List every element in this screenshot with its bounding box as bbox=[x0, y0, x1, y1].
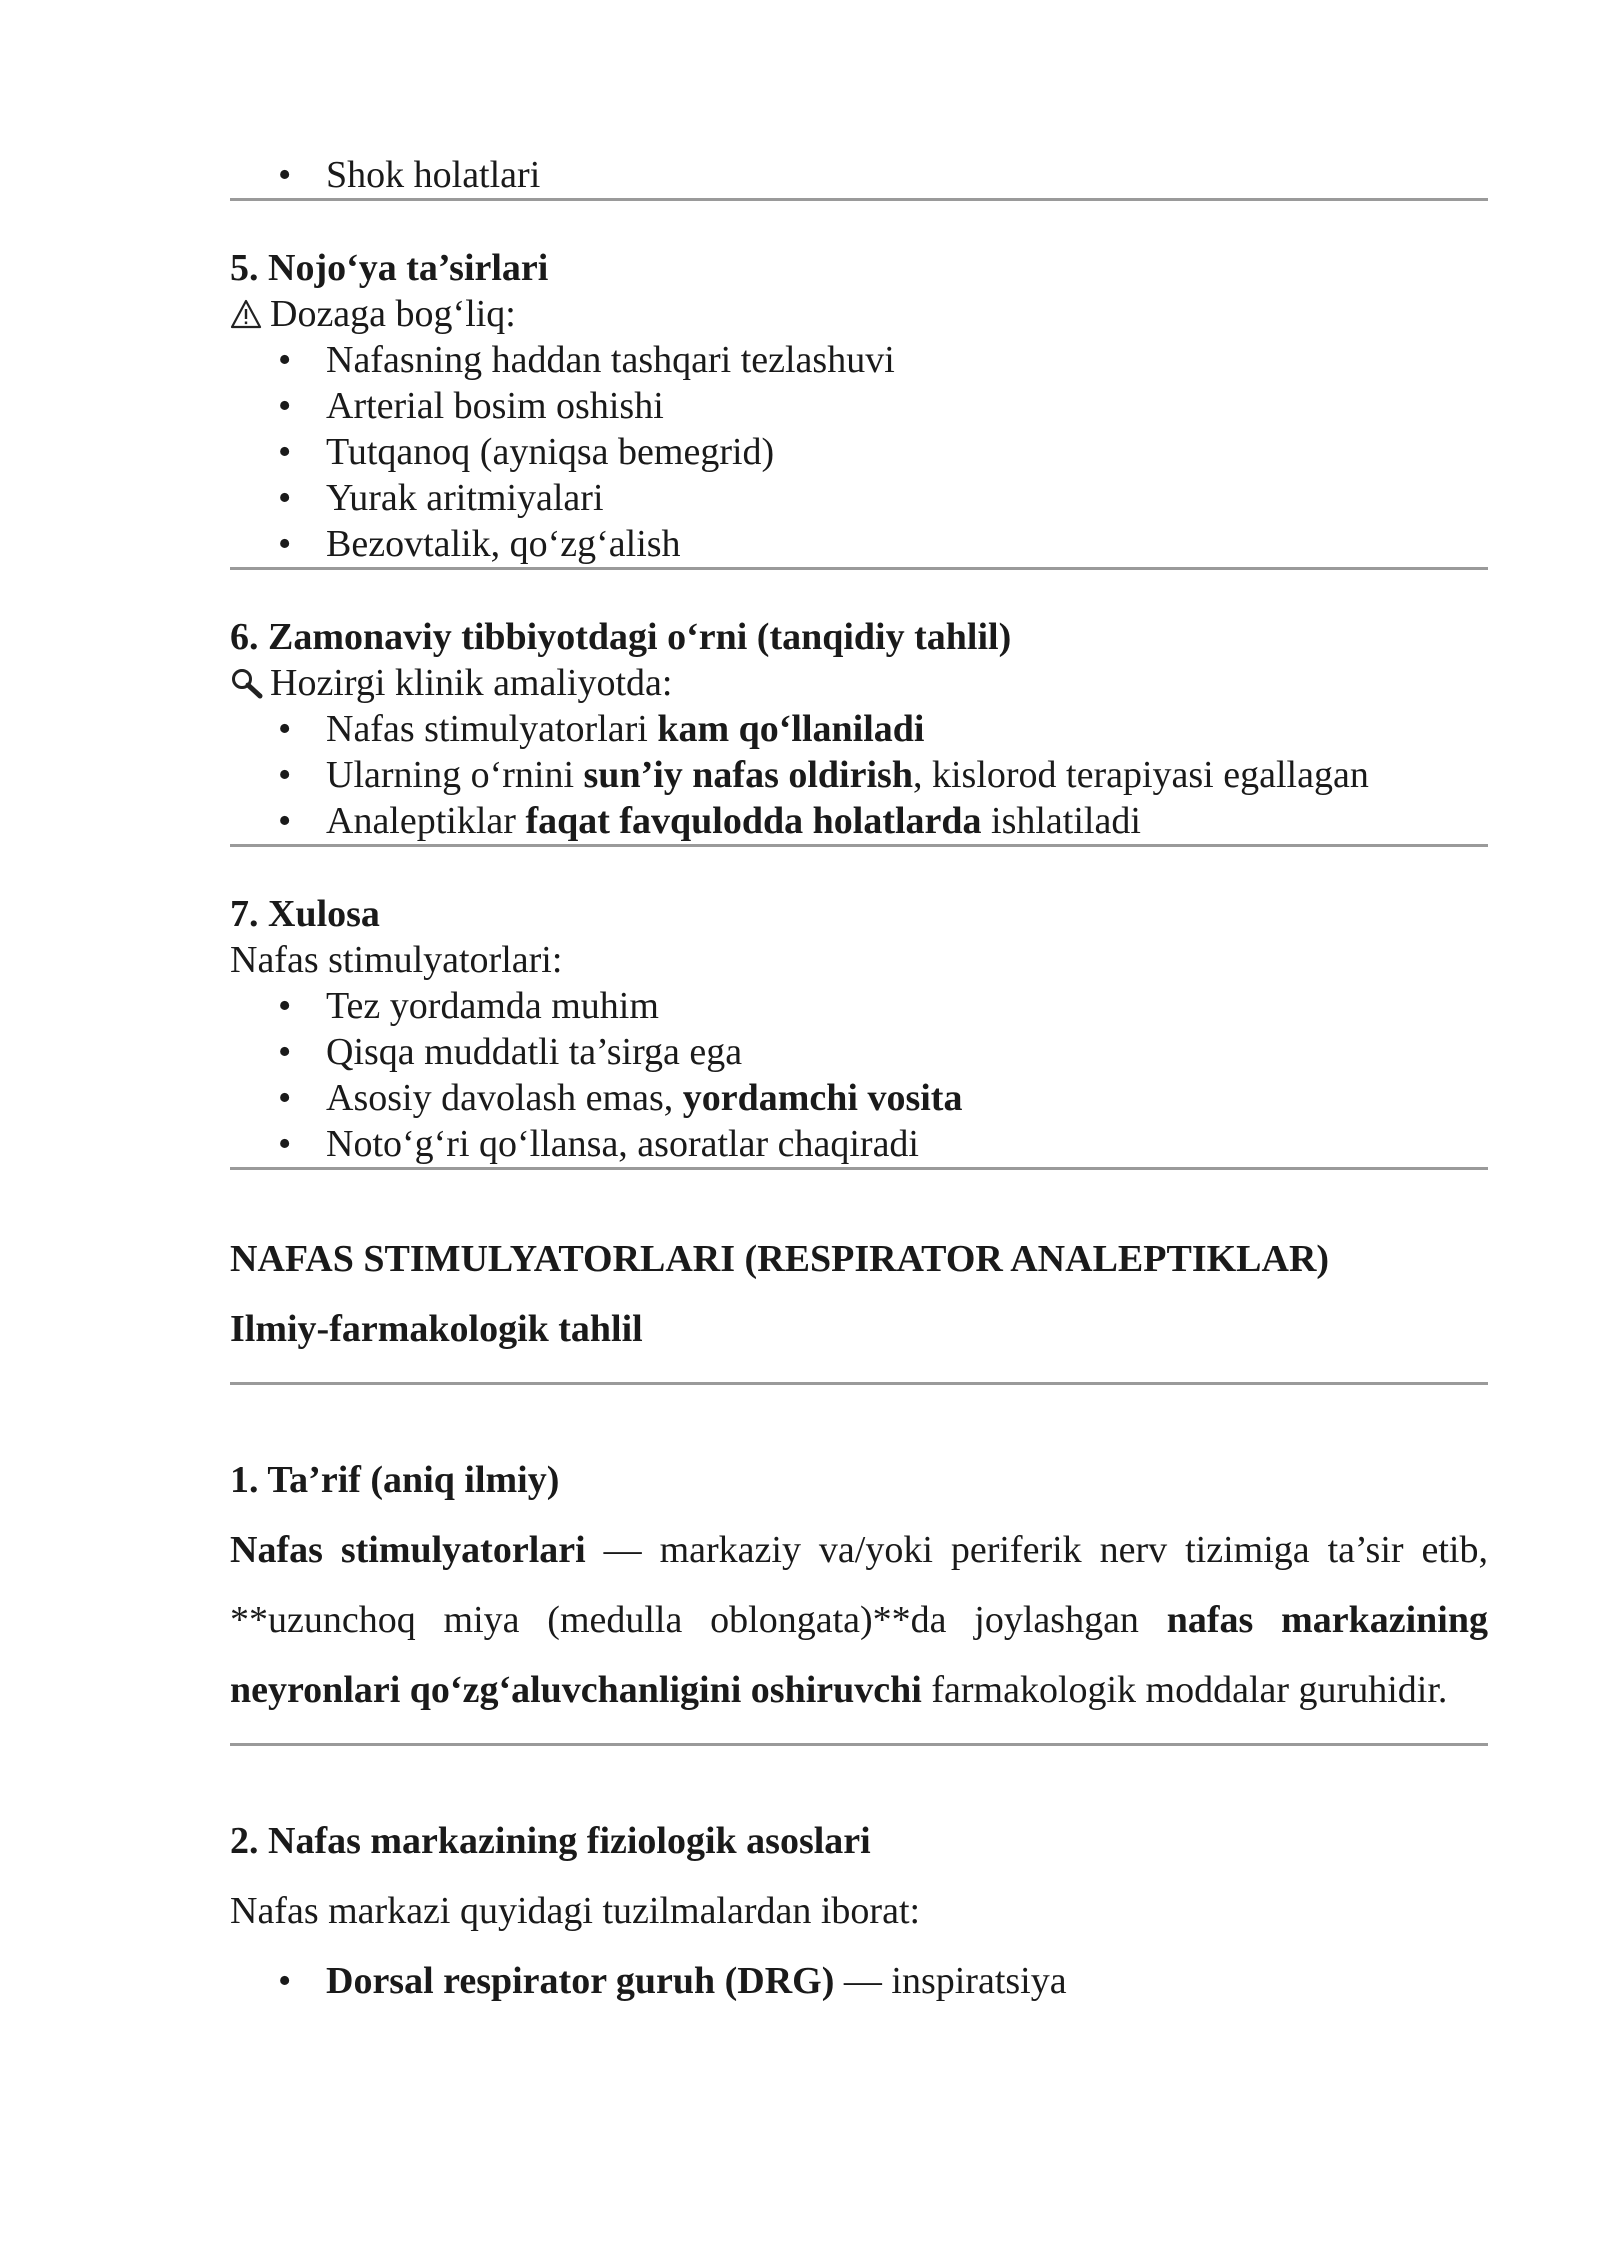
section-heading: 7. Xulosa bbox=[230, 893, 380, 935]
list-item: • Noto‘g‘ri qo‘llansa, asoratlar chaqiradi bbox=[278, 1123, 919, 1165]
list-item: • Nafas stimulyatorlari kam qo‘llaniladi bbox=[278, 708, 925, 750]
physiology-list bbox=[230, 1946, 1488, 2016]
list-item: • Asosiy davolash emas, yordamchi vosita bbox=[278, 1077, 963, 1119]
section-divider bbox=[230, 1743, 1488, 1746]
continued-bullet-list bbox=[230, 152, 1488, 198]
document-subtitle: Ilmiy-farmakologik tahlil bbox=[230, 1308, 643, 1350]
section-lead: Nafas markazi quyidagi tuzilmalardan iborat: bbox=[230, 1890, 921, 1932]
list-item: • Shok holatlari bbox=[278, 154, 541, 196]
section-divider bbox=[230, 1167, 1488, 1170]
section-divider bbox=[230, 198, 1488, 201]
section-heading: 1. Ta’rif (aniq ilmiy) bbox=[230, 1459, 560, 1501]
section-heading: 2. Nafas markazining fiziologik asoslari bbox=[230, 1820, 871, 1862]
list-item: • Bezovtalik, qo‘zg‘alish bbox=[278, 523, 681, 565]
section-lead: Nafas stimulyatorlari: bbox=[230, 939, 563, 981]
adverse-effects-list bbox=[230, 337, 1488, 567]
bullet-glyph: • bbox=[278, 154, 292, 196]
modern-medicine-list bbox=[230, 706, 1488, 844]
list-item: • Yurak aritmiyalari bbox=[278, 477, 604, 519]
list-item: • Qisqa muddatli ta’sirga ega bbox=[278, 1031, 743, 1073]
list-item: • Analeptiklar faqat favqulodda holatlarda ishlatiladi bbox=[278, 800, 1141, 842]
section-conclusion bbox=[230, 891, 1488, 1170]
analysis-document bbox=[230, 1224, 1488, 2016]
section-lead: Hozirgi klinik amaliyotda: bbox=[230, 660, 1488, 706]
section-adverse-effects bbox=[230, 245, 1488, 570]
document-title: NAFAS STIMULYATORLARI (RESPIRATOR ANALEPTIKLAR) bbox=[230, 1238, 1330, 1280]
section-lead: Dozaga bog‘liq: bbox=[230, 291, 1488, 337]
section-heading: 6. Zamonaviy tibbiyotdagi o‘rni (tanqidiy tahlil) bbox=[230, 616, 1012, 658]
magnifier-icon bbox=[230, 660, 270, 706]
list-item: • Arterial bosim oshishi bbox=[278, 385, 664, 427]
list-item: • Tez yordamda muhim bbox=[278, 985, 659, 1027]
warning-icon bbox=[230, 291, 270, 337]
section-divider bbox=[230, 567, 1488, 570]
list-item: • Dorsal respirator guruh (DRG) — inspiratsiya bbox=[278, 1960, 1067, 2002]
section-modern-medicine bbox=[230, 614, 1488, 847]
document-content bbox=[230, 152, 1488, 2016]
section-divider bbox=[230, 1382, 1488, 1385]
list-item: • Nafasning haddan tashqari tezlashuvi bbox=[278, 339, 895, 381]
section-physiology bbox=[230, 1806, 1488, 2016]
definition-paragraph: Nafas stimulyatorlari — markaziy va/yoki periferik nerv tizimiga ta’sir etib, **uzunchoq miya (medulla oblongata)**da joylashgan nafas markazining neyronlari qo‘zg‘aluvchanligini oshiruvchi farmakologik moddalar guruhidir. bbox=[230, 1529, 1489, 1711]
section-divider bbox=[230, 844, 1488, 847]
conclusion-list bbox=[230, 983, 1488, 1167]
section-heading: 5. Nojo‘ya ta’sirlari bbox=[230, 247, 549, 289]
list-item: • Tutqanoq (ayniqsa bemegrid) bbox=[278, 431, 775, 473]
section-definition bbox=[230, 1445, 1488, 1746]
list-item: • Ularning o‘rnini sun’iy nafas oldirish, kislorod terapiyasi egallagan bbox=[278, 754, 1369, 796]
